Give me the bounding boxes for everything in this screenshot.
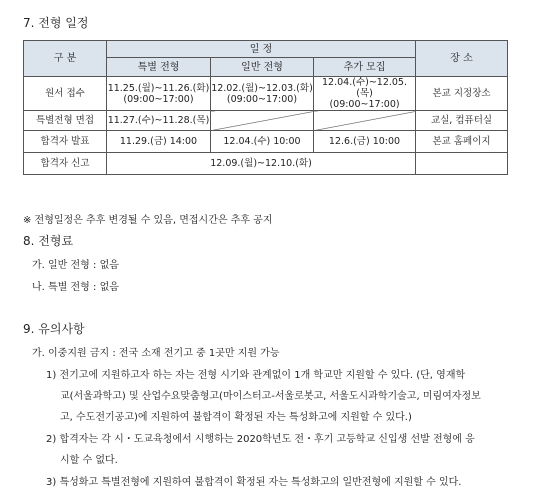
section-8-title: 8. 전형료	[23, 234, 74, 248]
header-special: 특별 전형	[107, 58, 211, 77]
time-range: (09:00~17:00)	[329, 99, 400, 110]
caution-1-line-2: 교(서울과학고) 및 산업수요맞춤형고(마이스터고-서울로봇고, 서울도시과학기술고, 미림여자정보	[60, 391, 481, 402]
fee-special: 나. 특별 전형 : 없음	[32, 282, 119, 293]
row-label: 원서 접수	[24, 77, 107, 111]
cell-result-extra: 12.6.(금) 10:00	[314, 131, 416, 153]
table-row-result	[24, 131, 508, 153]
schedule-table	[23, 40, 508, 175]
cell-result-general: 12.04.(수) 10:00	[211, 131, 314, 153]
row-label: 합격자 발표	[24, 131, 107, 153]
row-label: 특별전형 면접	[24, 111, 107, 131]
cell-report-all: 12.09.(월)~12.10.(화)	[107, 153, 416, 175]
date-range: 12.02.(월)~12.03.(화)	[211, 82, 313, 94]
time-range: (09:00~17:00)	[123, 93, 194, 105]
cell-result-place: 본교 홈페이지	[416, 131, 508, 153]
date-range: 12.04.(수)~12.05.(목)	[322, 77, 407, 99]
cell-apply-special	[107, 77, 211, 111]
table-row-apply	[24, 77, 508, 111]
date-range: 11.25.(월)~11.26.(화)	[107, 82, 210, 94]
header-extra: 추가 모집	[314, 58, 416, 77]
table-row-interview	[24, 111, 508, 131]
cell-apply-general	[211, 77, 314, 111]
caution-2-line-1: 2) 합격자는 각 시・도교육청에서 시행하는 2020학년도 전・후기 고등학교 신입생 선발 전형에 응	[46, 434, 475, 445]
header-iljeong: 일 정	[107, 41, 416, 58]
cell-result-special: 11.29.(금) 14:00	[107, 131, 211, 153]
caution-ga: 가. 이중지원 금지 : 전국 소재 전기고 중 1곳만 지원 가능	[32, 348, 280, 359]
caution-1-line-3: 고, 수도전기공고)에 지원하여 불합격이 확정된 자는 특성화고에 지원할 수 있다.)	[60, 412, 412, 423]
row-label: 합격자 신고	[24, 153, 107, 175]
schedule-note: ※ 전형일정은 추후 변경될 수 있음, 면접시간은 추후 공지	[23, 215, 273, 226]
header-gubun: 구 분	[24, 41, 107, 77]
cell-apply-extra	[314, 77, 416, 111]
section-9-title: 9. 유의사항	[23, 322, 85, 336]
time-range: (09:00~17:00)	[226, 93, 298, 105]
section-7-title: 7. 전형 일정	[23, 16, 89, 30]
header-general: 일반 전형	[211, 58, 314, 77]
header-jangso: 장 소	[416, 41, 508, 77]
cell-interview-general-empty	[211, 111, 314, 131]
caution-1-line-1: 1) 전기고에 지원하고자 하는 자는 전형 시기와 관계없이 1개 학교만 지원할 수 있다. (단, 영재학	[46, 370, 466, 381]
cell-interview-place: 교실, 컴퓨터실	[416, 111, 508, 131]
caution-2-line-2: 시할 수 없다.	[60, 455, 118, 466]
cell-report-place-empty	[416, 153, 508, 175]
cell-interview-extra-empty	[314, 111, 416, 131]
cell-apply-place: 본교 지정장소	[416, 77, 508, 111]
table-row-report	[24, 153, 508, 175]
caution-3: 3) 특성화고 특별전형에 지원하여 불합격이 확정된 자는 특성화고의 일반전형에 지원할 수 있다.	[46, 477, 462, 488]
cell-interview-special: 11.27.(수)~11.28.(목)	[107, 111, 211, 131]
fee-general: 가. 일반 전형 : 없음	[32, 260, 119, 271]
